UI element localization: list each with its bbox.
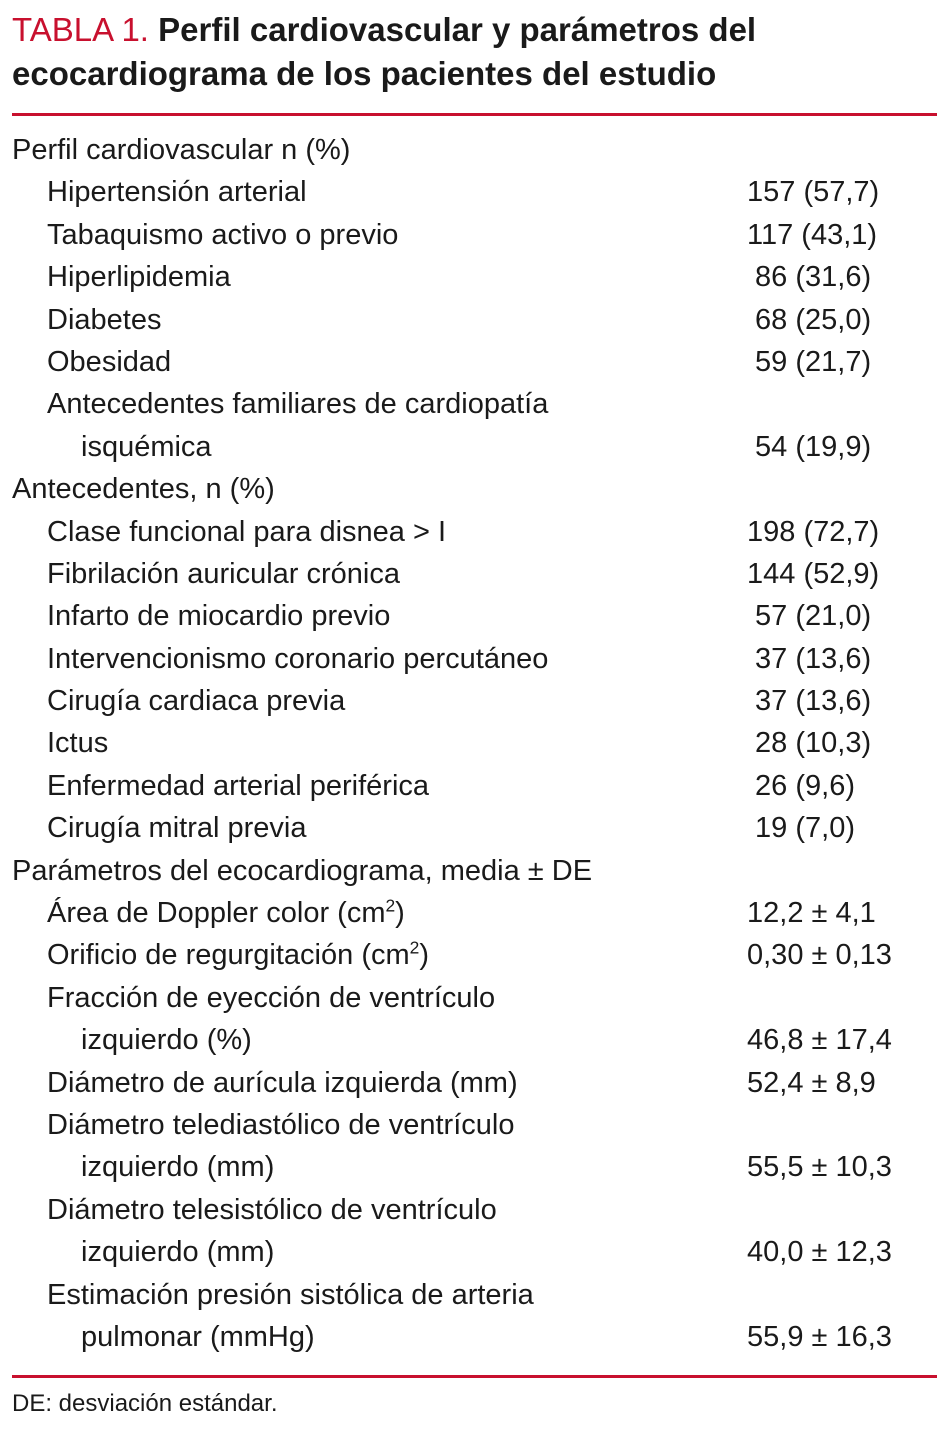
row-label-text: Hipertensión arterial <box>47 176 307 209</box>
table-row <box>12 511 937 553</box>
row-label <box>12 1194 497 1226</box>
row-label-text: Diámetro telesistólico de ventrículo <box>47 1193 497 1226</box>
section-header-row <box>12 850 937 892</box>
row-label-text: Enfermedad arterial periférica <box>47 769 430 802</box>
table-row <box>12 807 937 849</box>
section-header-row <box>12 468 937 510</box>
row-value: 28 (10,3) <box>747 727 872 760</box>
row-label-text: Tabaquismo activo o previo <box>47 218 399 251</box>
table-row <box>12 892 937 934</box>
row-label <box>12 388 548 420</box>
row-label <box>12 431 212 463</box>
row-label-text: Ictus <box>47 727 109 760</box>
row-label <box>12 1279 534 1311</box>
row-value: 0,30 ± 0,13 <box>747 939 892 972</box>
row-label-text: Antecedentes familiares de cardiopatía <box>47 388 549 421</box>
table-row <box>12 383 937 425</box>
row-label-text: pulmonar (mmHg) <box>81 1320 315 1353</box>
row-value: 157 (57,7) <box>747 176 880 209</box>
row-value: 26 (9,6) <box>747 769 855 802</box>
row-label-text: izquierdo (mm) <box>81 1236 275 1269</box>
row-value: 54 (19,9) <box>747 430 872 463</box>
table-row <box>12 1019 937 1061</box>
row-label <box>12 176 307 208</box>
table-row <box>12 680 937 722</box>
table-row <box>12 256 937 298</box>
row-label-text: izquierdo (mm) <box>81 1151 275 1184</box>
table-row <box>12 595 937 637</box>
row-label <box>12 134 350 166</box>
table-row <box>12 171 937 213</box>
table-row <box>12 426 937 468</box>
row-label <box>12 1151 274 1183</box>
section-header-row <box>12 129 937 171</box>
row-value: 52,4 ± 8,9 <box>747 1066 876 1099</box>
row-label <box>12 600 390 632</box>
row-label <box>12 685 345 717</box>
row-label <box>12 727 108 759</box>
table-row <box>12 553 937 595</box>
table-row <box>12 1189 937 1231</box>
row-label-text: isquémica <box>81 430 212 463</box>
row-value: 37 (13,6) <box>747 685 872 718</box>
row-label <box>12 261 231 293</box>
row-label <box>12 855 592 887</box>
row-label-text: Orificio de regurgitación (cm <box>47 939 410 972</box>
row-label-text: Diámetro telediastólico de ventrículo <box>47 1108 515 1141</box>
bottom-rule <box>12 1375 937 1378</box>
row-label <box>12 812 306 844</box>
row-label <box>12 1067 518 1099</box>
superscript: 2 <box>385 895 396 916</box>
row-label-text: Área de Doppler color (cm <box>47 897 386 930</box>
row-label <box>12 346 171 378</box>
table-row <box>12 722 937 764</box>
row-value: 12,2 ± 4,1 <box>747 897 876 930</box>
row-label-text: Fracción de eyección de ventrículo <box>47 981 496 1014</box>
row-label-text: Parámetros del ecocardiograma, media ± DE <box>12 854 593 887</box>
row-value: 117 (43,1) <box>747 218 878 251</box>
table-row <box>12 765 937 807</box>
row-label-text: Intervencionismo coronario percutáneo <box>47 642 549 675</box>
superscript: 2 <box>409 937 420 958</box>
row-label <box>12 304 161 336</box>
row-label <box>12 1109 514 1141</box>
row-label-text: Obesidad <box>47 345 172 378</box>
row-value: 68 (25,0) <box>747 303 872 336</box>
row-label-suffix: ) <box>395 897 405 930</box>
table-caption: Perfil cardiovascular y parámetros del ecocardiograma de los pacientes del estudio <box>12 11 757 92</box>
table-row <box>12 214 937 256</box>
row-label-text: Antecedentes, n (%) <box>12 473 275 506</box>
row-label <box>12 1024 252 1056</box>
table-row <box>12 1274 937 1316</box>
row-value: 19 (7,0) <box>747 812 855 845</box>
table-row <box>12 1104 937 1146</box>
table-row <box>12 638 937 680</box>
row-label <box>12 939 429 971</box>
row-label-text: Cirugía cardiaca previa <box>47 685 346 718</box>
row-label-text: Cirugía mitral previa <box>47 812 307 845</box>
row-value: 59 (21,7) <box>747 345 872 378</box>
row-label <box>12 770 429 802</box>
row-label <box>12 982 495 1014</box>
row-label-suffix: ) <box>419 939 429 972</box>
row-label-text: Clase funcional para disnea > I <box>47 515 447 548</box>
row-label-text: Diabetes <box>47 303 162 336</box>
table-row <box>12 934 937 976</box>
top-rule <box>12 113 937 116</box>
row-label-text: Hiperlipidemia <box>47 261 231 294</box>
row-label <box>12 558 400 590</box>
table-row <box>12 299 937 341</box>
table-row <box>12 1316 937 1358</box>
row-label <box>12 516 446 548</box>
data-table <box>12 129 937 1358</box>
row-value: 198 (72,7) <box>747 515 880 548</box>
row-label <box>12 219 398 251</box>
row-label <box>12 1321 315 1353</box>
row-value: 57 (21,0) <box>747 600 872 633</box>
row-value: 86 (31,6) <box>747 261 872 294</box>
row-value: 46,8 ± 17,4 <box>747 1024 892 1057</box>
row-value: 55,9 ± 16,3 <box>747 1320 892 1353</box>
row-value: 37 (13,6) <box>747 642 872 675</box>
row-value: 40,0 ± 12,3 <box>747 1236 892 1269</box>
table-row <box>12 1231 937 1273</box>
table-label: TABLA <box>12 11 113 48</box>
table-row <box>12 341 937 383</box>
row-label <box>12 1236 274 1268</box>
row-value: 144 (52,9) <box>747 557 880 590</box>
footnote: DE: desviación estándar. <box>12 1390 278 1417</box>
row-label-text: Perfil cardiovascular n (%) <box>12 134 351 166</box>
row-label-text: Estimación presión sistólica de arteria <box>47 1278 534 1311</box>
table-row <box>12 1146 937 1188</box>
row-label-text: Fibrilación auricular crónica <box>47 557 400 590</box>
table-row <box>12 1062 937 1104</box>
table-title <box>12 8 942 96</box>
row-label-text: Diámetro de aurícula izquierda (mm) <box>47 1066 518 1099</box>
row-label <box>12 897 405 929</box>
row-label <box>12 643 548 675</box>
table-number: 1. <box>121 11 149 48</box>
row-label-text: Infarto de miocardio previo <box>47 600 391 633</box>
table-row <box>12 977 937 1019</box>
row-value: 55,5 ± 10,3 <box>747 1151 892 1184</box>
row-label <box>12 473 275 505</box>
row-label-text: izquierdo (%) <box>81 1024 252 1057</box>
